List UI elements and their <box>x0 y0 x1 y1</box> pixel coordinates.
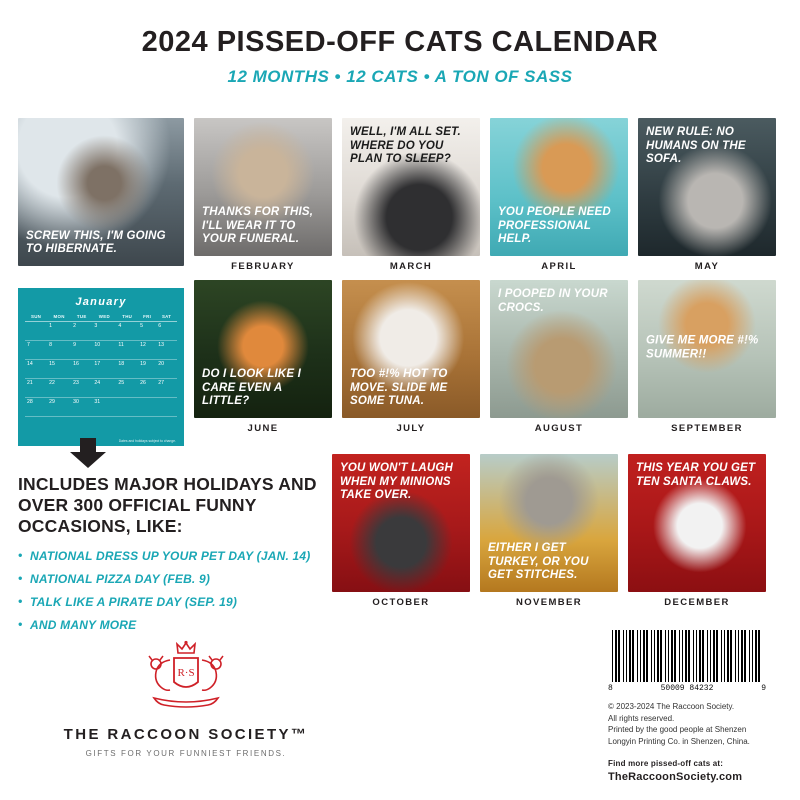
month-photo-august <box>490 280 628 418</box>
promo-list-item: • TALK LIKE A PIRATE DAY (SEP. 19) <box>18 595 358 609</box>
calendar-day: 1 <box>47 322 71 341</box>
printed-line-2: Longyin Printing Co. in Shenzen, China. <box>608 736 750 746</box>
month-cell-january[interactable] <box>18 118 184 272</box>
calendar-day: 3 <box>92 322 116 341</box>
calendar-day: 4 <box>116 322 138 341</box>
calendar-day: 28 <box>25 398 47 417</box>
weekday-thu: THU <box>116 313 138 322</box>
calendar-day: 25 <box>116 379 138 398</box>
calendar-footnote: Dates and holidays subject to change. <box>118 438 176 443</box>
month-caption-october: YOU WON'T LAUGH WHEN MY MINIONS TAKE OVER. <box>340 462 454 502</box>
promo-list-item: • AND MANY MORE <box>18 618 358 632</box>
barcode-right-digit: 9 <box>761 684 766 693</box>
calendar-day: 13 <box>156 341 177 360</box>
weekday-tue: TUE <box>71 313 92 322</box>
printed-line-1: Printed by the good people at Shenzen <box>608 725 747 735</box>
rights-line: All rights reserved. <box>608 713 675 723</box>
calendar-day: 5 <box>138 322 156 341</box>
subtitle-separator-2: • <box>423 67 431 86</box>
calendar-day: 2 <box>71 322 92 341</box>
calendar-day: 21 <box>25 379 47 398</box>
calendar-week-row <box>25 398 177 417</box>
brand-name: THE RACCOON SOCIETY™ <box>63 726 309 743</box>
month-cell-december[interactable] <box>628 454 766 608</box>
month-caption-april: YOU PEOPLE NEED PROFESSIONAL HELP. <box>498 206 611 246</box>
month-label-november: NOVEMBER <box>515 597 583 608</box>
footer-right <box>608 630 784 783</box>
calendar-header-row <box>25 313 177 322</box>
month-photo-february <box>194 118 332 256</box>
month-label-july: JULY <box>396 423 426 434</box>
month-cell-july[interactable] <box>342 280 480 446</box>
calendar-day <box>25 322 47 341</box>
calendar-day: 23 <box>71 379 92 398</box>
january-calendar-title: January <box>75 296 127 308</box>
month-cell-february[interactable] <box>194 118 332 272</box>
month-label-may: MAY <box>694 261 720 272</box>
barcode-left-digit: 8 <box>608 684 613 693</box>
calendar-week-row <box>25 322 177 341</box>
month-caption-february: THANKS FOR THIS, I'LL WEAR IT TO YOUR FUNERAL. <box>202 206 314 246</box>
month-caption-january: SCREW THIS, I'M GOING TO HIBERNATE. <box>26 229 166 256</box>
month-label-december: DECEMBER <box>664 597 730 608</box>
arrow-head <box>70 452 106 468</box>
barcode-digits <box>608 684 766 693</box>
page-title: 2024 PISSED-OFF CATS CALENDAR <box>141 26 659 58</box>
calendar-day <box>156 398 177 417</box>
month-cell-november[interactable] <box>480 454 618 608</box>
page-header <box>0 0 800 87</box>
calendar-day: 9 <box>71 341 92 360</box>
calendar-day: 10 <box>92 341 116 360</box>
calendar-day: 6 <box>156 322 177 341</box>
brand-tagline: GIFTS FOR YOUR FUNNIEST FRIENDS. <box>85 749 287 758</box>
month-label-september: SEPTEMBER <box>671 423 743 434</box>
weekday-fri: FRI <box>138 313 156 322</box>
arrow-stem <box>80 438 96 452</box>
calendar-day: 15 <box>47 360 71 379</box>
calendar-day: 18 <box>116 360 138 379</box>
barcode-mid-digits: 50009 84232 <box>660 684 714 693</box>
month-label-june: JUNE <box>247 423 279 434</box>
calendar-day: 22 <box>47 379 71 398</box>
subtitle-part-2: 12 CATS <box>346 67 419 86</box>
month-grid-row-2 <box>18 280 782 446</box>
month-cell-september[interactable] <box>638 280 776 446</box>
website-link[interactable]: TheRaccoonSociety.com <box>608 771 743 784</box>
calendar-day: 31 <box>92 398 116 417</box>
calendar-day: 7 <box>25 341 47 360</box>
weekday-mon: MON <box>47 313 71 322</box>
january-calendar-cell[interactable] <box>18 280 184 446</box>
calendar-day: 8 <box>47 341 71 360</box>
calendar-day: 16 <box>71 360 92 379</box>
month-caption-december: THIS YEAR YOU GET TEN SANTA CLAWS. <box>636 462 756 488</box>
promo-block <box>18 474 358 641</box>
month-label-october: OCTOBER <box>372 597 430 608</box>
find-more-block <box>608 759 784 783</box>
month-photo-july <box>342 280 480 418</box>
month-photo-january <box>18 118 184 266</box>
promo-list-item: • NATIONAL DRESS UP YOUR PET DAY (JAN. 14) <box>18 549 358 563</box>
calendar-day: 11 <box>116 341 138 360</box>
page-subtitle <box>0 67 800 87</box>
barcode-icon <box>608 630 762 682</box>
month-photo-november <box>480 454 618 592</box>
subtitle-part-3: A TON OF SASS <box>434 67 573 86</box>
month-label-august: AUGUST <box>534 423 584 434</box>
calendar-day: 20 <box>156 360 177 379</box>
month-caption-july: TOO #!% HOT TO MOVE. SLIDE ME SOME TUNA. <box>350 368 448 408</box>
calendar-day: 27 <box>156 379 177 398</box>
calendar-day <box>116 398 138 417</box>
month-grid-row-3 <box>332 454 782 608</box>
month-photo-march <box>342 118 480 256</box>
month-cell-march[interactable] <box>342 118 480 272</box>
calendar-day: 12 <box>138 341 156 360</box>
month-caption-march: WELL, I'M ALL SET. WHERE DO YOU PLAN TO SLEEP? <box>350 126 461 166</box>
calendar-week-row <box>25 341 177 360</box>
month-caption-november: EITHER I GET TURKEY, OR YOU GET STITCHES. <box>488 542 589 582</box>
month-label-march: MARCH <box>389 261 433 272</box>
brand-block <box>56 640 316 758</box>
month-photo-april <box>490 118 628 256</box>
january-calendar <box>18 288 184 446</box>
month-label-april: APRIL <box>541 261 577 272</box>
month-cell-april[interactable] <box>490 118 628 272</box>
month-photo-may <box>638 118 776 256</box>
calendar-day: 19 <box>138 360 156 379</box>
calendar-day: 26 <box>138 379 156 398</box>
calendar-day: 17 <box>92 360 116 379</box>
month-photo-september <box>638 280 776 418</box>
down-arrow-icon <box>70 438 106 468</box>
month-photo-june <box>194 280 332 418</box>
month-photo-december <box>628 454 766 592</box>
copyright-line: © 2023-2024 The Raccoon Society. <box>608 702 735 711</box>
month-grid-row-1 <box>18 118 782 272</box>
month-caption-may: NEW RULE: NO HUMANS ON THE SOFA. <box>646 126 746 166</box>
calendar-day: 30 <box>71 398 92 417</box>
calendar-day: 29 <box>47 398 71 417</box>
subtitle-part-1: 12 MONTHS <box>227 67 330 86</box>
weekday-sun: SUN <box>25 313 47 322</box>
month-cell-may[interactable] <box>638 118 776 272</box>
weekday-sat: SAT <box>156 313 177 322</box>
promo-list <box>18 549 358 632</box>
calendar-day: 24 <box>92 379 116 398</box>
find-more-label: Find more pissed-off cats at: <box>608 759 724 769</box>
legal-text <box>608 701 784 747</box>
month-caption-june: DO I LOOK LIKE I CARE EVEN A LITTLE? <box>202 368 302 408</box>
month-caption-september: GIVE ME MORE #!% SUMMER!! <box>646 334 759 360</box>
month-caption-august: I POOPED IN YOUR CROCS. <box>498 288 608 314</box>
calendar-day <box>138 398 156 417</box>
calendar-week-row <box>25 360 177 379</box>
month-label-february: FEBRUARY <box>231 261 295 272</box>
january-calendar-table <box>25 313 177 417</box>
promo-heading: INCLUDES MAJOR HOLIDAYS AND OVER 300 OFFICIAL FUNNY OCCASIONS, LIKE: <box>18 474 317 536</box>
calendar-day: 14 <box>25 360 47 379</box>
raccoon-society-crest-icon <box>134 640 238 714</box>
subtitle-separator-1: • <box>334 67 341 86</box>
weekday-wed: WED <box>92 313 116 322</box>
month-cell-june[interactable] <box>194 280 332 446</box>
promo-list-item: • NATIONAL PIZZA DAY (FEB. 9) <box>18 572 358 586</box>
svg-text:R·S: R·S <box>177 667 195 679</box>
calendar-week-row <box>25 379 177 398</box>
month-cell-august[interactable] <box>490 280 628 446</box>
